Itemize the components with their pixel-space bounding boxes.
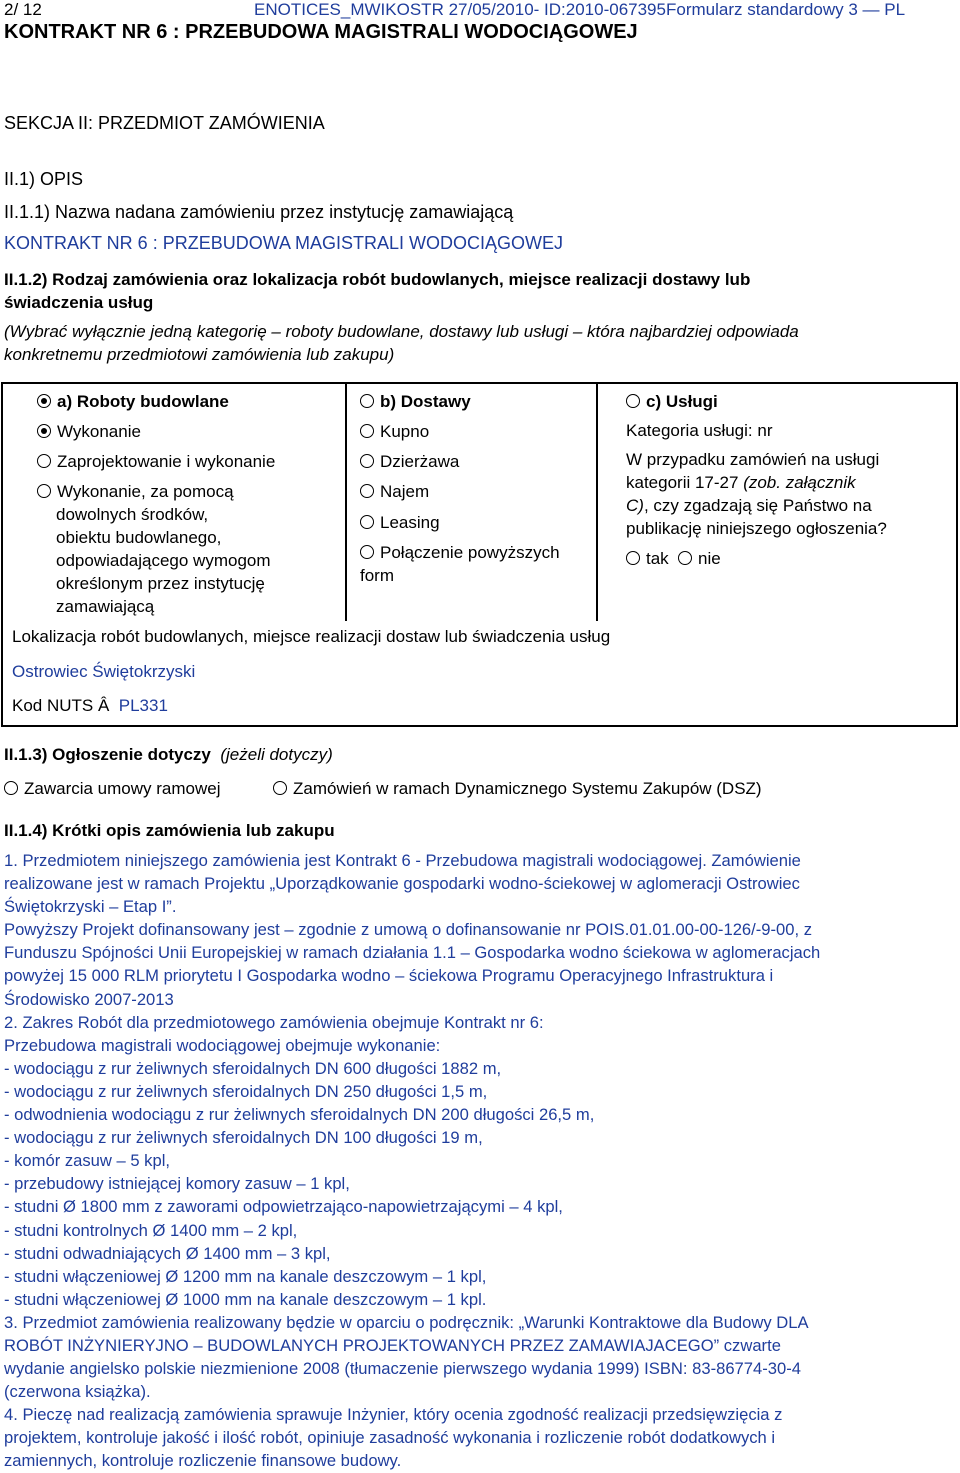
description-line: 3. Przedmiot zamówienia realizowany będzie w oparciu o podręcznik: „Warunki Kontraktowe dla Budowy DLA xyxy=(4,1312,809,1332)
option-text-line: odpowiadającego wymogom xyxy=(56,551,271,570)
description-line: (czerwona książka). xyxy=(4,1382,151,1402)
option-wykonanie[interactable]: Wykonanie xyxy=(37,422,141,442)
radio-icon xyxy=(360,394,374,408)
q3-label: II.1.3) Ogłoszenie dotyczy (jeżeli dotyczy) xyxy=(4,745,333,764)
option-dzierzawa[interactable]: Dzierżawa xyxy=(360,452,459,472)
q4-label: II.1.4) Krótki opis zamówienia lub zakupu xyxy=(4,821,335,840)
description-line: - wodociągu z rur żeliwnych sferoidalnych DN 600 długości 1882 m, xyxy=(4,1058,502,1078)
radio-icon xyxy=(360,424,374,438)
radio-icon xyxy=(37,454,51,468)
option-kupno[interactable]: Kupno xyxy=(360,422,429,442)
radio-selected-icon xyxy=(37,394,51,408)
description-line: - odwodnienia wodociągu z rur żeliwnych sferoidalnych DN 200 długości 26,5 m, xyxy=(4,1105,595,1125)
service-question-line3: C), czy zgadzają się Państwo na xyxy=(626,496,872,515)
opis-heading: II.1) OPIS xyxy=(4,169,84,189)
column-divider-2 xyxy=(596,383,598,621)
radio-icon xyxy=(4,781,18,795)
option-roboty-budowlane[interactable]: a) Roboty budowlane xyxy=(37,392,229,412)
radio-selected-icon xyxy=(37,424,51,438)
service-category-label: Kategoria usługi: nr xyxy=(626,421,773,440)
q2-label-line1: II.1.2) Rodzaj zamówienia oraz lokalizacja robót budowlanych, miejsce realizacji dostawy lub xyxy=(4,270,751,289)
description-line: zamiennych, kontroluje rozliczenie finansowe budowy. xyxy=(4,1451,402,1471)
option-uslugi[interactable]: c) Usługi xyxy=(626,392,718,412)
page-title: KONTRAKT NR 6 : PRZEBUDOWA MAGISTRALI WODOCIĄGOWEJ xyxy=(4,21,638,43)
option-najem[interactable]: Najem xyxy=(360,482,429,502)
radio-icon xyxy=(626,551,640,565)
radio-icon xyxy=(360,515,374,529)
description-line: - wodociągu z rur żeliwnych sferoidalnych DN 250 długości 1,5 m, xyxy=(4,1081,488,1101)
description-line: realizowane jest w ramach Projektu „Uporządkowanie gospodarki wodno-ściekowej w aglomeracji Ostrowiec xyxy=(4,874,800,894)
nuts-code: Kod NUTS Â PL331 xyxy=(12,696,168,715)
description-line: - przebudowy istniejącej komory zasuw – 1 kpl, xyxy=(4,1174,350,1194)
description-line: - studni włączeniowej Ø 1200 mm na kanale deszczowym – 1 kpl, xyxy=(4,1266,487,1286)
description-line: - wodociągu z rur żeliwnych sferoidalnych DN 100 długości 19 m, xyxy=(4,1128,483,1148)
description-line: - studni Ø 1800 mm z zaworami odpowietrzająco-napowietrzającymi – 4 kpl, xyxy=(4,1197,563,1217)
location-value: Ostrowiec Świętokrzyski xyxy=(12,662,196,681)
description-line: ROBÓT INŻYNIERYJNO – BUDOWLANYCH PROJEKTOWANYCH PRZEZ ZAMAWIAJACEGO” czwarte xyxy=(4,1335,781,1355)
column-divider-1 xyxy=(345,383,347,621)
option-leasing[interactable]: Leasing xyxy=(360,513,440,533)
section-heading: SEKCJA II: PRZEDMIOT ZAMÓWIENIA xyxy=(4,113,325,133)
option-text-line: określonym przez instytucję xyxy=(56,574,265,593)
radio-icon xyxy=(360,484,374,498)
radio-icon xyxy=(360,545,374,559)
service-question-line4: publikację niniejszego ogłoszenia? xyxy=(626,519,887,538)
option-dsz[interactable]: Zamówień w ramach Dynamicznego Systemu Zakupów (DSZ) xyxy=(273,779,762,799)
service-question-line2: kategorii 17-27 (zob. załącznik xyxy=(626,473,856,492)
description-line: - komór zasuw – 5 kpl, xyxy=(4,1151,170,1171)
description-line: Świętokrzyski – Etap I”. xyxy=(4,897,177,917)
notice-id: ENOTICES_MWIKOSTR 27/05/2010- ID:2010-067395 xyxy=(254,0,666,19)
option-text-line: form xyxy=(360,566,394,585)
option-text-line: obiektu budowlanego, xyxy=(56,528,222,547)
option-polaczenie[interactable]: Połączenie powyższych xyxy=(360,543,560,563)
page-number: 2/ 12 xyxy=(4,0,42,19)
option-zaprojektowanie[interactable]: Zaprojektowanie i wykonanie xyxy=(37,452,275,472)
q1-label: II.1.1) Nazwa nadana zamówieniu przez instytucję zamawiającą xyxy=(4,202,514,222)
radio-icon xyxy=(626,394,640,408)
description-line: Funduszu Spójności Unii Europejskiej w ramach działania 1.1 – Gospodarka wodno ściekowa w aglomeracjach xyxy=(4,943,821,963)
description-line: powyżej 15 000 RLM priorytetu I Gospodarka wodno – ściekowa Programu Operacyjnego Infrastruktura i xyxy=(4,966,774,986)
q2-note-line2: konkretnemu przedmiotowi zamówienia lub zakupu) xyxy=(4,345,395,364)
radio-icon xyxy=(360,454,374,468)
description-line: Powyższy Projekt dofinansowany jest – zgodnie z umową o dofinansowanie nr POIS.01.01.00-00-126/-9-00, z xyxy=(4,920,813,940)
description-line: - studni kontrolnych Ø 1400 mm – 2 kpl, xyxy=(4,1220,298,1240)
form-type: Formularz standardowy 3 — PL xyxy=(666,0,906,19)
q2-note-line1: (Wybrać wyłącznie jedną kategorię – roboty budowlane, dostawy lub usługi – która najbardziej odpowiada xyxy=(4,322,799,341)
description-line: wydanie angielsko polskie niezmienione 2008 (tłumaczenie pierwszego wydania 1999) ISBN: 83-86774-30-4 xyxy=(4,1359,801,1379)
description-text xyxy=(4,849,820,1473)
service-question-line1: W przypadku zamówień na usługi xyxy=(626,450,880,469)
q1-value: KONTRAKT NR 6 : PRZEBUDOWA MAGISTRALI WODOCIĄGOWEJ xyxy=(4,233,564,253)
description-line: 2. Zakres Robót dla przedmiotowego zamówienia obejmuje Kontrakt nr 6: xyxy=(4,1012,544,1032)
option-tak[interactable]: tak xyxy=(626,549,669,569)
description-line: - studni odwadniających Ø 1400 mm – 3 kpl, xyxy=(4,1243,331,1263)
description-line: projektem, kontroluje jakość i ilość robót, opiniuje zasadność wykonania i rozliczenie robót dodatkowych i xyxy=(4,1428,776,1448)
q2-label-line2: świadczenia usług xyxy=(4,293,154,312)
description-line: - studni włączeniowej Ø 1000 mm na kanale deszczowym – 1 kpl. xyxy=(4,1289,487,1309)
description-line: Przebudowa magistrali wodociągowej obejmuje wykonanie: xyxy=(4,1035,441,1055)
radio-icon xyxy=(273,781,287,795)
radio-icon xyxy=(678,551,692,565)
location-label: Lokalizacja robót budowlanych, miejsce realizacji dostaw lub świadczenia usług xyxy=(12,627,611,646)
option-nie[interactable]: nie xyxy=(678,549,721,569)
description-line: 4. Pieczę nad realizacją zamówienia sprawuje Inżynier, który ocenia zgodność realizacji przedsięwzięcia z xyxy=(4,1405,783,1425)
option-text-line: dowolnych środków, xyxy=(56,505,209,524)
option-text-line: zamawiającą xyxy=(56,597,155,616)
description-line: 1. Przedmiotem niniejszego zamówienia jest Kontrakt 6 - Przebudowa magistrali wodociągowej. Zamówienie xyxy=(4,851,801,870)
option-umowa-ramowa[interactable]: Zawarcia umowy ramowej xyxy=(4,779,221,799)
radio-icon xyxy=(37,484,51,498)
option-dostawy[interactable]: b) Dostawy xyxy=(360,392,471,412)
option-wykonanie-za-pomoca[interactable]: Wykonanie, za pomocą xyxy=(37,482,234,502)
description-line: Środowisko 2007-2013 xyxy=(4,989,174,1009)
